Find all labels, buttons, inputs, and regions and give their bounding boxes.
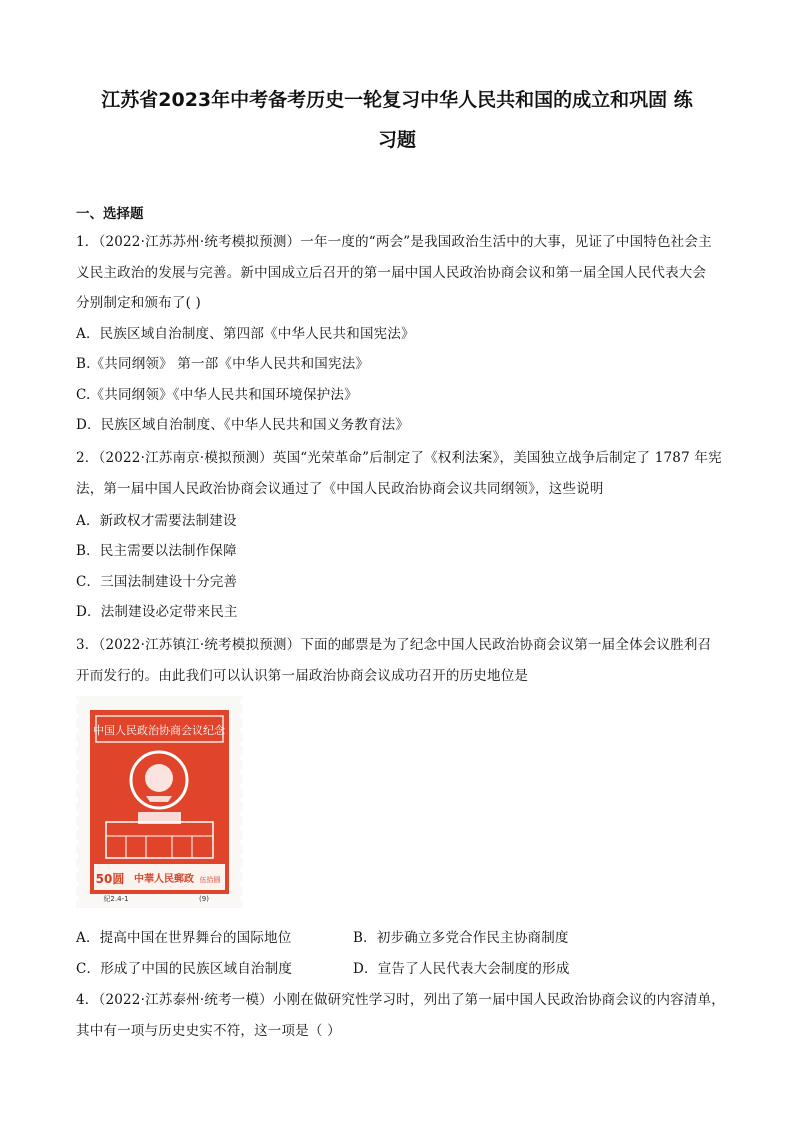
question-2-option-d[interactable]: D．法制建设必定带来民主	[76, 604, 238, 620]
stamp-value: 50圆	[95, 872, 125, 886]
question-1-line-1: 1．（2022·江苏苏州·统考模拟预测）一年一度的“两会”是我国政治生活中的大事，见证了中国特色社会主	[76, 234, 712, 250]
stamp-bottom-text: 中華人民郵政	[134, 874, 194, 885]
title-line-1: 江苏省2023年中考备考历史一轮复习中华人民共和国的成立和巩固 练	[101, 89, 693, 111]
document-title	[60, 80, 734, 160]
stamp-top-text: 中国人民政治协商会议纪念	[93, 724, 225, 737]
question-4-line-1: 4．（2022·江苏泰州·统考一模）小刚在做研究性学习时，列出了第一届中国人民政治协商会议的内容清单，	[76, 992, 725, 1008]
question-3-option-c[interactable]: C．形成了中国的民族区域自治制度	[76, 961, 293, 977]
question-1-option-b[interactable]: B.《共同纲领》 第一部《中华人民共和国宪法》	[76, 356, 370, 372]
question-2-option-a[interactable]: A．新政权才需要法制建设	[76, 513, 237, 529]
question-2-line-2: 法，第一届中国人民政治协商会议通过了《中国人民政治协商会议共同纲领》，这些说明	[76, 481, 604, 497]
question-3-line-1: 3．（2022·江苏镇江·统考模拟预测）下面的邮票是为了纪念中国人民政治协商会议第一届全体会议胜利召	[76, 637, 712, 653]
question-3-option-a[interactable]: A．提高中国在世界舞台的国际地位	[76, 930, 292, 946]
question-1-line-2: 义民主政治的发展与完善。新中国成立后召开的第一届中国人民政治协商会议和第一届全国人民代表大会	[76, 265, 707, 281]
title-line-2: 习题	[377, 129, 416, 151]
question-3-option-b[interactable]: B．初步确立多党合作民主协商制度	[353, 930, 569, 946]
question-2-option-c[interactable]: C．三国法制建设十分完善	[76, 574, 238, 590]
commemorative-stamp-image	[76, 696, 243, 908]
question-1-option-a[interactable]: A．民族区域自治制度、第四部《中华人民共和国宪法》	[76, 326, 415, 342]
question-1-line-3: 分别制定和颁布了( )	[76, 295, 202, 311]
question-4-line-2: 其中有一项与历史史实不符，这一项是（ ）	[76, 1023, 341, 1039]
stamp-code: 紀2.4-1	[103, 895, 129, 903]
question-2-line-1: 2．（2022·江苏南京·模拟预测）英国“光荣革命”后制定了《权利法案》，美国独立战争后制定了 1787 年宪	[76, 450, 722, 466]
question-3-option-d[interactable]: D．宣告了人民代表大会制度的形成	[353, 961, 570, 977]
question-2-option-b[interactable]: B．民主需要以法制作保障	[76, 543, 237, 559]
question-3-line-2: 开而发行的。由此我们可以认识第一届政治协商会议成功召开的历史地位是	[76, 668, 529, 684]
stamp-serial: (9)	[199, 895, 209, 903]
question-1-option-d[interactable]: D．民族区域自治制度、《中华人民共和国义务教育法》	[76, 417, 410, 433]
question-1-option-c[interactable]: C.《共同纲领》《中华人民共和国环境保护法》	[76, 387, 358, 403]
stamp-right-text: 伍拾圆	[199, 876, 221, 884]
section-heading: 一、选择题	[76, 206, 144, 222]
